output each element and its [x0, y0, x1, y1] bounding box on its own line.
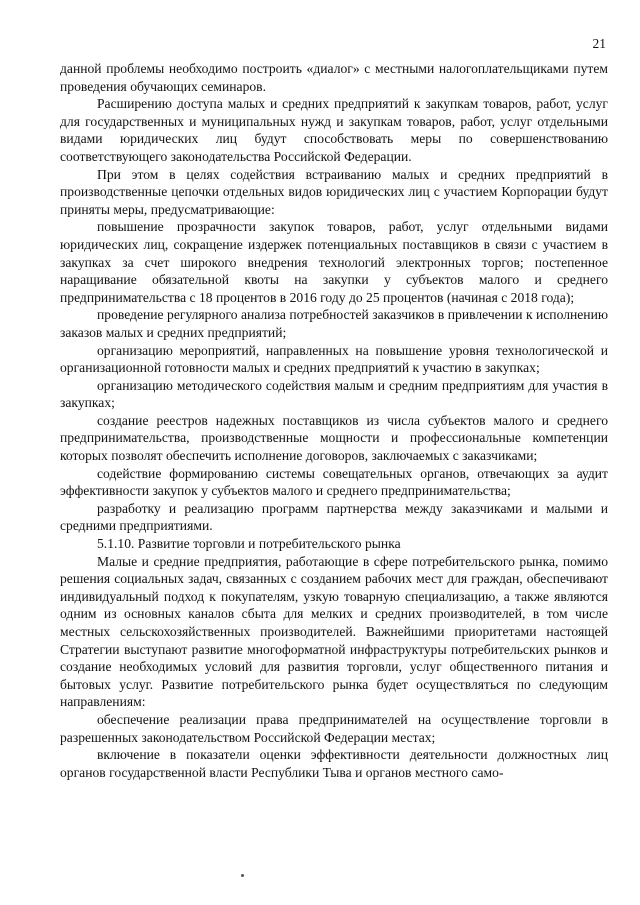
paragraph-continuation: данной проблемы необходимо построить «диалог» с местными налогоплательщиками путем проведения обучающих семинаров.: [60, 61, 608, 94]
page-number: 21: [592, 36, 606, 51]
list-item-methodical-support: организацию методического содействия малым и средним предприятиям для участия в закупках;: [60, 377, 608, 411]
list-item-supplier-registry: создание реестров надежных поставщиков из числа субъектов малого и среднего предпринимательства, производственные мощности и профессиональные компетенции которых позволят обеспечить исполнение договоров, заключаемых с заказчиками;: [60, 412, 608, 464]
paragraph-consumer-market: Малые и средние предприятия, работающие в сфере потребительского рынка, помимо решения социальных задач, связанных с созданием рабочих мест для граждан, обеспечивают индивидуальный подход к покупателям, узкую товарную специализацию, а также являются одним из основных каналов сбыта для мелких и средних производителей, в том числе местных сельскохозяйственных производителей. Важнейшими приоритетами настоящей Стратегии выступают развитие многоформатной инфраструктуры потребительских рынков и создание необходимых условий для развития торговли, услуг общественного питания и бытовых услуг. Развитие потребительского рынка будет осуществляться по следующим направлениям:: [60, 553, 608, 710]
list-item-analysis: проведение регулярного анализа потребностей заказчиков в привлечении к исполнению заказов малых и средних предприятий;: [60, 307, 608, 340]
list-item-performance-indicators: включение в показатели оценки эффективности деятельности должностных лиц органов государственной власти Республики Тыва и органов местного само-: [60, 747, 608, 780]
list-item-partnership: разработку и реализацию программ партнерства между заказчиками и малыми и средними предприятиями.: [60, 500, 608, 534]
section-heading: 5.1.10. Развитие торговли и потребительского рынка: [97, 536, 401, 552]
list-item-readiness: организацию мероприятий, направленных на повышение уровня технологической и организационной готовности малых и средних предприятий к участию в закупках;: [60, 342, 608, 376]
list-item-transparency: повышение прозрачности закупок товаров, работ, услуг отдельными видами юридических лиц, сокращение издержек потенциальных поставщиков в связи с участием в закупках за счет широкого внедрения технологий электронных торгов; постепенное наращивание обязательной квоты на закупки у субъектов малого и среднего предпринимательства с 18 процентов в 2016 году до 25 процентов (начиная с 2018 года);: [60, 219, 608, 305]
paragraph-procurement-access: Расширению доступа малых и средних предприятий к закупкам товаров, работ, услуг для государственных и муниципальных нужд и закупкам товаров, работ, услуг отдельными видами юридических лиц будут способствовать меры по совершенствованию соответствующего законодательства Российской Федерации.: [60, 96, 608, 164]
list-item-trade-rights: обеспечение реализации права предпринимателей на осуществление торговли в разрешенных законодательством Российской Федерации местах;: [60, 711, 608, 745]
scan-dot: [241, 874, 244, 877]
document-body: [60, 60, 608, 781]
paragraph-measures-intro: При этом в целях содействия встраиванию малых и средних предприятий в производственные цепочки отдельных видов юридических лиц с участием Корпорации будут приняты меры, предусматривающие:: [60, 166, 608, 217]
list-item-advisory-bodies: содействие формированию системы совещательных органов, отвечающих за аудит эффективности закупок у субъектов малого и среднего предпринимательства;: [60, 465, 608, 499]
